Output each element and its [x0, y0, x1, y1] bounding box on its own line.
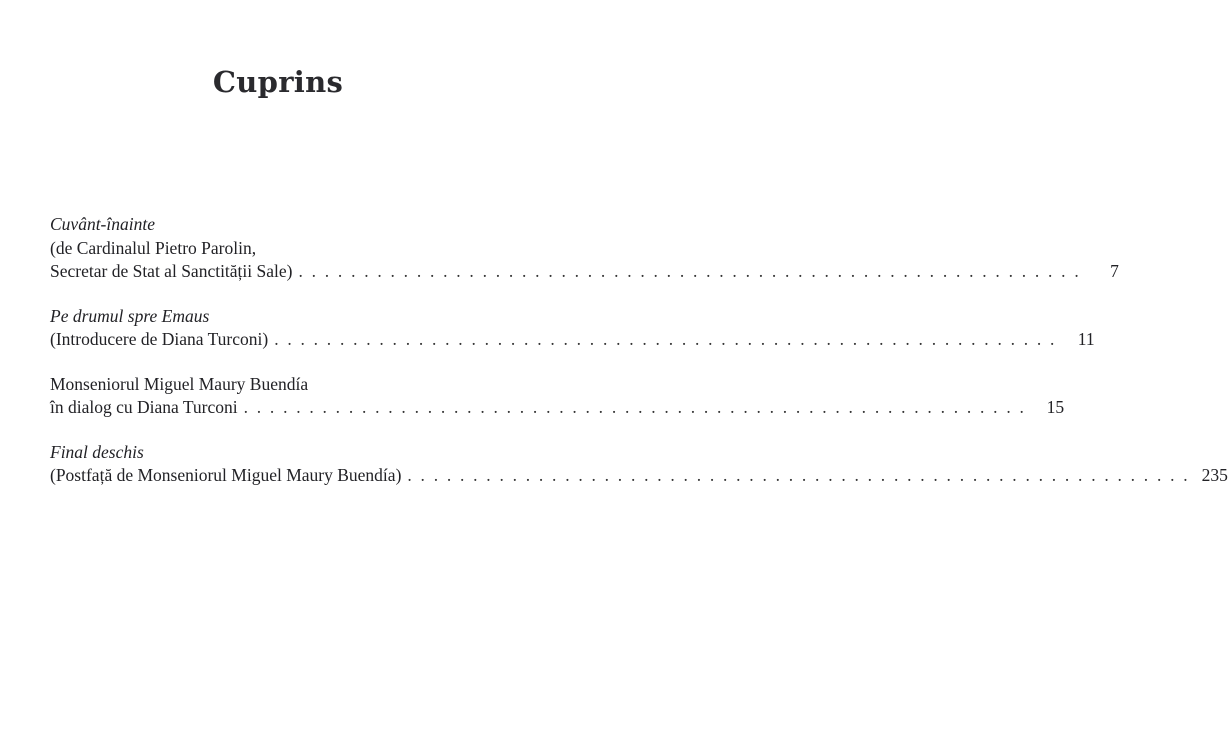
toc-entry-afterword[interactable] [50, 441, 1228, 488]
dot-leader: . . . . . . . . . . . . . . . . . . . . . . . . . . . . . . . . . . . . . . . . . . . . . . . . . . . . . . . . . . . . [274, 329, 1057, 349]
toc-leader-row [50, 396, 1065, 420]
page-title: Cuprins [212, 65, 344, 99]
toc-leader-row [50, 328, 1095, 352]
table-of-contents [50, 213, 1228, 509]
toc-entry-introduction[interactable] [50, 305, 1095, 352]
toc-entry-subtitle: în dialog cu Diana Turconi [50, 397, 238, 417]
toc-leader-row [50, 260, 1119, 284]
toc-entry-subtitle: (de Cardinalul Pietro Parolin, [50, 237, 257, 258]
toc-page-number: 15 [1046, 397, 1065, 417]
toc-entry-foreword[interactable] [50, 213, 1119, 284]
toc-entry-subtitle: Secretar de Stat al Sanctității Sale) [50, 261, 293, 281]
toc-leader-row [50, 464, 1228, 488]
dot-leader: . . . . . . . . . . . . . . . . . . . . . . . . . . . . . . . . . . . . . . . . . . . . . . . . . . . . . . . . . . . . [243, 397, 1027, 417]
toc-entry-subtitle: (Introducere de Diana Turconi) [50, 329, 269, 349]
toc-entry-title: Pe drumul spre Emaus [50, 305, 210, 326]
dot-leader: . . . . . . . . . . . . . . . . . . . . . . . . . . . . . . . . . . . . . . . . . . . . . . . . . . . . . . . . . . . . [407, 465, 1190, 485]
toc-page-number: 11 [1077, 329, 1095, 349]
toc-entry-subtitle: (Postfață de Monseniorul Miguel Maury Buendía) [50, 465, 402, 485]
dot-leader: . . . . . . . . . . . . . . . . . . . . . . . . . . . . . . . . . . . . . . . . . . . . . . . . . . . . . . . . . . . . [298, 261, 1081, 281]
toc-entry-title: Monseniorul Miguel Maury Buendía [50, 373, 309, 394]
toc-page-number: 7 [1110, 261, 1119, 281]
toc-entry-dialogue[interactable] [50, 373, 1065, 420]
toc-page-number: 235 [1201, 465, 1228, 485]
toc-entry-title: Final deschis [50, 441, 144, 462]
toc-entry-title: Cuvânt-înainte [50, 214, 155, 234]
